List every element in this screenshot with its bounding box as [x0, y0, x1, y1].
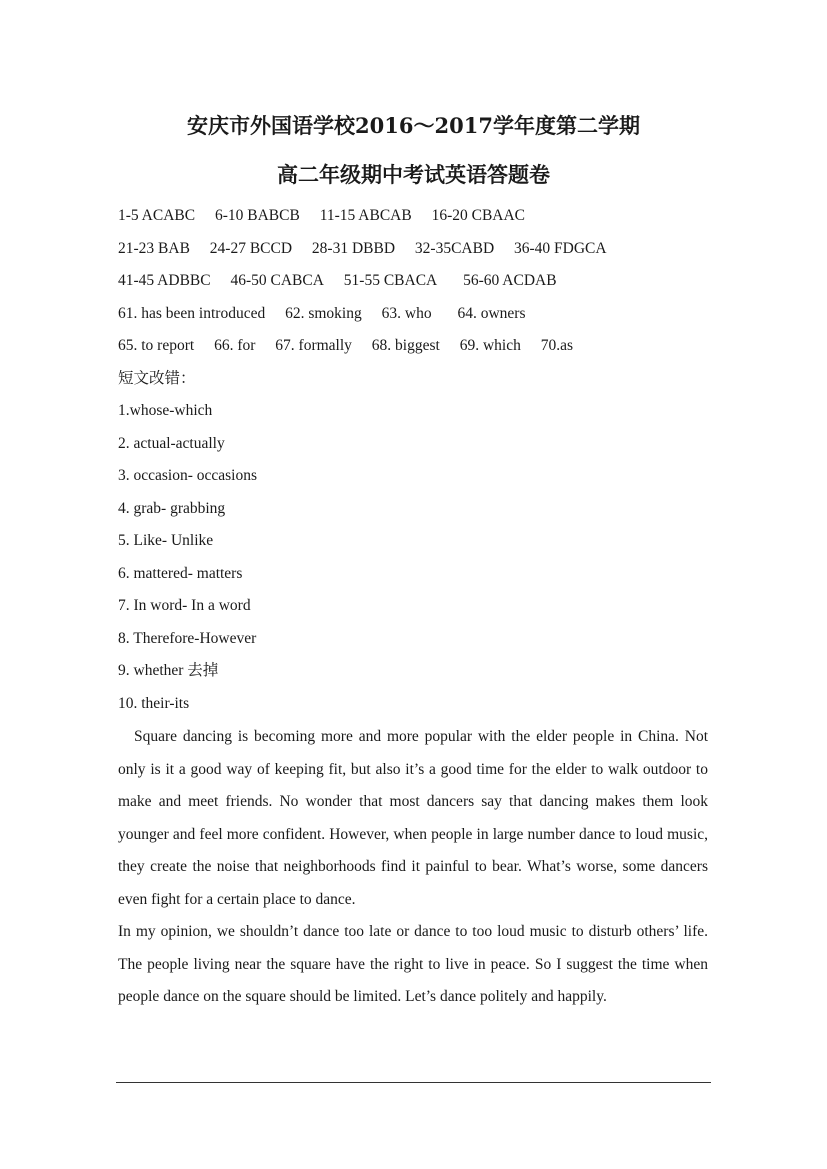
correction-item: 3. occasion- occasions [118, 467, 258, 484]
answer-group: 24-27 BCCD [209, 240, 293, 257]
answer-group: 70.as [540, 337, 573, 354]
answer-row-4 [118, 304, 525, 324]
corrections-heading: 短文改错： [118, 370, 196, 387]
answer-group: 21-23 BAB [118, 240, 190, 257]
answer-group: 63. who [381, 305, 432, 322]
answer-row-3 [118, 271, 557, 291]
answer-group: 64. owners [457, 305, 526, 322]
answer-group: 65. to report [118, 337, 195, 354]
correction-item: 1.whose-which [118, 402, 213, 419]
answer-group: 1-5 ACABC [118, 207, 196, 224]
answer-row-1 [118, 206, 525, 226]
answer-group: 62. smoking [285, 305, 362, 322]
answer-group: 66. for [214, 337, 256, 354]
answer-row-5 [118, 336, 573, 356]
essay-paragraph: In my opinion, we shouldn’t dance too late or dance to too loud music to disturb others’ life. The people living near the square have the right to live in peace. So I suggest the time when people dance on the square should be limited. Let’s dance politely and happily. [118, 923, 708, 1006]
answer-group: 68. biggest [371, 337, 440, 354]
answer-group: 11-15 ABCAB [319, 207, 412, 224]
correction-item: 8. Therefore-However [118, 630, 257, 647]
correction-item: 7. In word- In a word [118, 597, 251, 614]
answer-group: 6-10 BABCB [214, 207, 300, 224]
correction-item: 2. actual-actually [118, 435, 225, 452]
footer-divider [116, 1082, 711, 1083]
correction-item: 10. their-its [118, 695, 190, 712]
answer-group: 46-50 CABCA [230, 272, 324, 289]
correction-item: 6. mattered- matters [118, 565, 243, 582]
answer-row-2 [118, 239, 607, 259]
answer-group: 61. has been introduced [118, 305, 266, 322]
answer-group: 51-55 CBACA [343, 272, 438, 289]
correction-item: 5. Like- Unlike [118, 532, 214, 549]
page-title: 安庆市外国语学校2016～2017学年度第二学期 [187, 113, 640, 138]
correction-item: 4. grab- grabbing [118, 500, 226, 517]
answer-group: 16-20 CBAAC [431, 207, 526, 224]
essay-paragraph: Square dancing is becoming more and more popular with the elder people in China. Not only is it a good way of keeping fit, but also it’s a good time for the elder to walk outdoor to make and meet friends. No wonder that most dancers say that dancing makes them look younger and feel more confident. However, when people in large number dance to loud music, they create the noise that neighborhoods find it painful to bear. What’s worse, some dancers even fight for a certain place to dance. [118, 728, 708, 908]
page-subtitle: 高二年级期中考试英语答题卷 [277, 162, 550, 187]
correction-item: 9. whether 去掉 [118, 662, 219, 679]
answer-group: 36-40 FDGCA [514, 240, 607, 257]
answer-group: 56-60 ACDAB [463, 272, 557, 289]
answer-group: 28-31 DBBD [311, 240, 396, 257]
answer-group: 69. which [459, 337, 521, 354]
answer-group: 32-35CABD [414, 240, 495, 257]
answer-group: 67. formally [275, 337, 352, 354]
answer-group: 41-45 ADBBC [118, 272, 211, 289]
